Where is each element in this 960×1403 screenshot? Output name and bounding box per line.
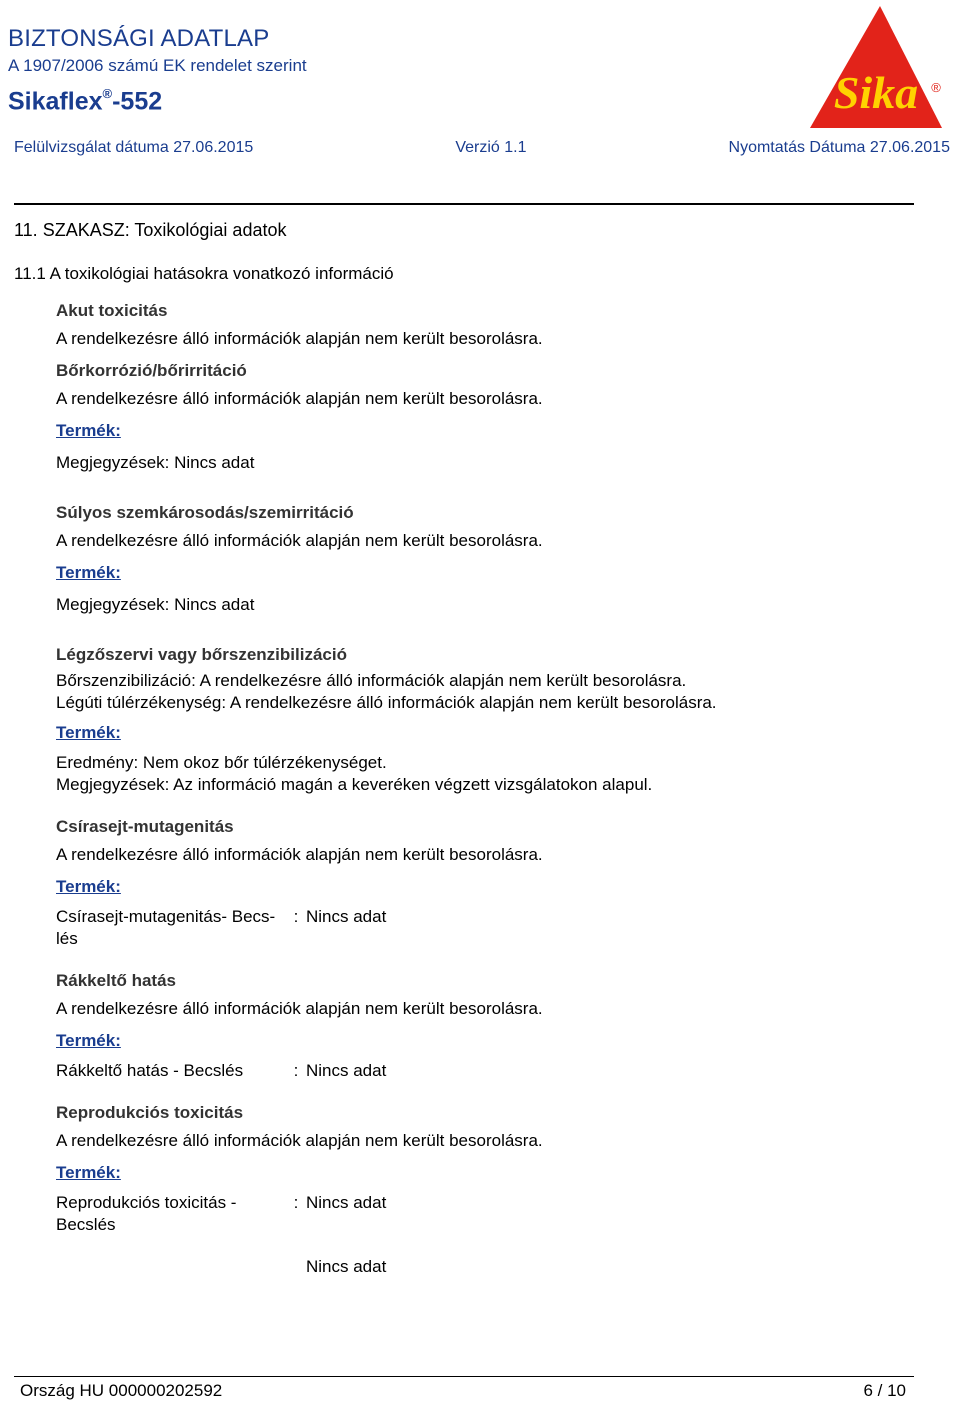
- document-title: BIZTONSÁGI ADATLAP: [8, 25, 270, 52]
- acute-toxicity-title: Akut toxicitás: [56, 301, 168, 320]
- respiratory-sensitisation-text: Légúti túlérzékenység: A rendelkezésre álló információk alapján nem került besorolásra.: [56, 693, 717, 712]
- sika-logo: [806, 4, 946, 130]
- product-label: Termék:: [56, 723, 121, 742]
- section-title: 11. SZAKASZ: Toxikológiai adatok: [14, 220, 287, 240]
- regulation-line: A 1907/2006 számú EK rendelet szerint: [8, 56, 307, 75]
- document-meta: [14, 139, 950, 161]
- logo-text: Sika: [833, 67, 919, 118]
- registered-mark: ®: [102, 86, 113, 101]
- country-code: Ország HU 000000202592: [20, 1381, 223, 1400]
- document-header: [8, 24, 788, 118]
- skin-corrosion-text: A rendelkezésre álló információk alapján nem került besorolásra.: [56, 389, 543, 408]
- sensitisation-title: Légzőszervi vagy bőrszenzibilizáció: [56, 645, 347, 664]
- sensitisation-note: Megjegyzések: Az információ magán a keveréken végzett vizsgálatokon alapul.: [56, 775, 653, 794]
- product-label: Termék:: [56, 1031, 121, 1050]
- header-divider: [14, 203, 914, 205]
- logo-reg-mark: ®: [931, 80, 941, 95]
- product-label: Termék:: [56, 563, 121, 582]
- reproductive-toxicity-title: Reprodukciós toxicitás: [56, 1103, 244, 1122]
- carcinogenicity-text: A rendelkezésre álló információk alapján nem került besorolásra.: [56, 999, 543, 1018]
- acute-toxicity-text: A rendelkezésre álló információk alapján nem került besorolásra.: [56, 329, 543, 348]
- product-label: Termék:: [56, 1163, 121, 1182]
- reproductive-toxicity-estimate-value: Nincs adat: [306, 1193, 387, 1212]
- mutagenicity-title: Csírasejt-mutagenitás: [56, 817, 234, 836]
- eye-damage-title: Súlyos szemkárosodás/szemirritáció: [56, 503, 354, 522]
- mutagenicity-text: A rendelkezésre álló információk alapján nem került besorolásra.: [56, 845, 543, 864]
- carcinogenicity-estimate-value: Nincs adat: [306, 1061, 387, 1080]
- reproductive-toxicity-extra-value: Nincs adat: [306, 1257, 387, 1276]
- footer-divider: [14, 1376, 914, 1377]
- reproductive-toxicity-text: A rendelkezésre álló információk alapján nem került besorolásra.: [56, 1131, 543, 1150]
- sensitisation-result: Eredmény: Nem okoz bőr túlérzékenységet.: [56, 753, 387, 772]
- page-number: 6 / 10: [863, 1381, 906, 1400]
- reproductive-toxicity-estimate-row: Reprodukciós toxicitás - Becslés : Nincs adat: [56, 1193, 387, 1234]
- mutagenicity-estimate-row: Csírasejt-mutagenitás- Becs- lés : Nincs adat: [56, 907, 387, 948]
- product-label: Termék:: [56, 877, 121, 896]
- eye-damage-text: A rendelkezésre álló információk alapján nem került besorolásra.: [56, 531, 543, 550]
- eye-damage-note: Megjegyzések: Nincs adat: [56, 595, 255, 614]
- version: Verzió 1.1: [455, 139, 527, 156]
- product-label: Termék:: [56, 421, 121, 440]
- section-11: [14, 217, 914, 1278]
- mutagenicity-estimate-value: Nincs adat: [306, 907, 387, 926]
- subsection-title: 11.1 A toxikológiai hatásokra vonatkozó információ: [14, 264, 394, 283]
- skin-corrosion-note: Megjegyzések: Nincs adat: [56, 453, 255, 472]
- carcinogenicity-title: Rákkeltő hatás: [56, 971, 176, 990]
- print-date: Nyomtatás Dátuma 27.06.2015: [728, 139, 950, 156]
- page-footer: [20, 1381, 906, 1401]
- revision-date: Felülvizsgálat dátuma 27.06.2015: [14, 139, 254, 156]
- skin-sensitisation-text: Bőrszenzibilizáció: A rendelkezésre álló információk alapján nem került besorolásra.: [56, 671, 687, 690]
- reproductive-toxicity-extra-row: [56, 1256, 914, 1278]
- skin-corrosion-title: Bőrkorrózió/bőrirritáció: [56, 361, 247, 380]
- carcinogenicity-estimate-row: Rákkeltő hatás - Becslés : Nincs adat: [56, 1061, 387, 1080]
- product-name: Sikaflex®-552: [8, 86, 163, 116]
